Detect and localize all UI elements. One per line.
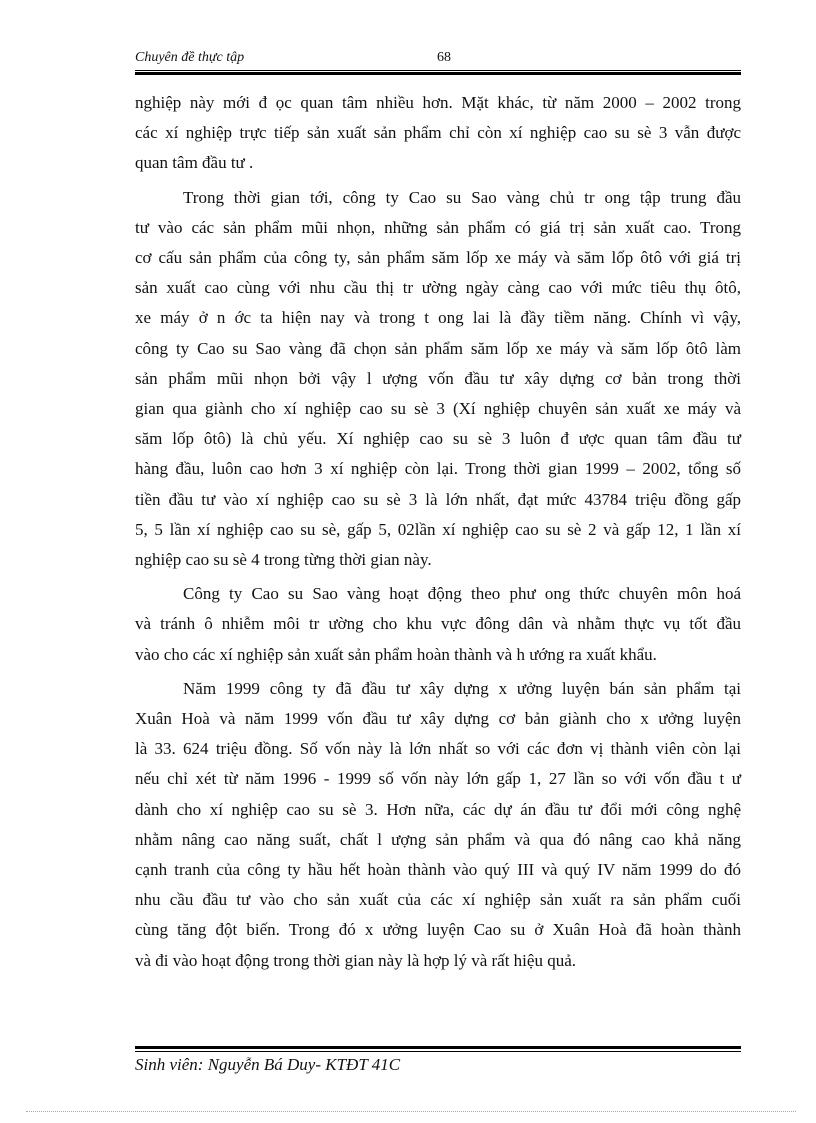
text-line: nghiệp này mới đ ọc quan tâm nhiều hơn. Mặt khác, từ năm 2000 – 2002 trong — [135, 93, 741, 112]
text-line: tư vào các sản phẩm mũi nhọn, những sản phẩm có giá trị sản xuất cao. Trong — [135, 217, 741, 237]
text-line: các xí nghiệp trực tiếp sản xuất sản phẩm chỉ còn xí nghiệp cao su sè 3 vẫn được — [135, 123, 741, 143]
footer-rule-thin — [135, 1051, 741, 1052]
text-line: nghiệp cao su sè 4 trong từng thời gian này. — [135, 550, 432, 570]
page-header — [135, 49, 741, 71]
footer-rule-thick — [135, 1046, 741, 1049]
text-line: 5, 5 lần xí nghiệp cao su sè, gấp 5, 02lần xí nghiệp cao su sè 2 và gấp 12, 1 lần xí — [135, 519, 741, 539]
text-line: hàng đầu, luôn cao hơn 3 xí nghiệp còn lại. Trong thời gian 1999 – 2002, tổng số — [135, 459, 741, 479]
text-line: và tránh ô nhiễm môi tr ường cho khu vực đông dân và nhằm thực vụ tốt đầu — [135, 614, 741, 634]
text-line: nhằm nâng cao năng suất, chất l ượng sản phẩm và qua đó nâng cao khả năng — [135, 829, 741, 849]
text-line: xe máy ở n ớc ta hiện nay và trong t ong lai là đầy tiềm năng. Chính vì vậy, — [135, 308, 741, 328]
text-line: Năm 1999 công ty đã đầu tư xây dựng x ưởng luyện bán sản phẩm tại — [183, 678, 741, 698]
footer-author: Sinh viên: Nguyễn Bá Duy- KTĐT 41C — [135, 1055, 401, 1074]
text-line: cơ cấu sản phẩm của công ty, sản phẩm săm lốp xe máy và săm lốp ôtô với giá trị — [135, 248, 741, 268]
text-line: nhu cầu đầu tư vào cho sản xuất của các xí nghiệp sản xuất ra sản phẩm cuối — [135, 890, 741, 910]
page-number: 68 — [437, 50, 451, 65]
text-line: gian qua giành cho xí nghiệp cao su sè 3 (Xí nghiệp chuyên sản xuất xe máy và — [135, 399, 741, 419]
text-line: là 33. 624 triệu đồng. Số vốn này là lớn nhất so với các đơn vị thành viên còn lại — [135, 739, 741, 759]
text-line: cùng tăng đột biến. Trong đó x ưởng luyện Cao su ở Xuân Hoà đã hoàn thành — [135, 920, 741, 940]
text-line: vào cho các xí nghiệp sản xuất sản phẩm hoàn thành và h ướng ra xuất khẩu. — [135, 644, 657, 664]
text-line: sản xuất cao cùng với nhu cầu thị tr ường ngày càng cao với mức tiêu thụ ôtô, — [135, 278, 741, 298]
text-line: cạnh tranh của công ty hầu hết hoàn thành vào quý III và quý IV năm 1999 do đó — [135, 860, 741, 880]
body-text — [135, 88, 741, 976]
document-title: Chuyên đề thực tập — [135, 50, 245, 65]
text-line: tiền đầu tư vào xí nghiệp cao su sè 3 là lớn nhất, đạt mức 43784 triệu đồng gấp — [135, 489, 741, 509]
page-bottom-border — [26, 1111, 796, 1112]
text-line: săm lốp ôtô) là chủ yếu. Xí nghiệp cao su sè 3 luôn đ ược quan tâm đầu tư — [135, 429, 741, 449]
text-line: công ty Cao su Sao vàng đã chọn sản phẩm săm lốp xe máy và săm lốp ôtô làm — [135, 338, 741, 358]
text-line: nếu chỉ xét từ năm 1996 - 1999 số vốn này lớn gấp 1, 27 lần so với vốn đầu t ư — [135, 769, 741, 789]
text-line: quan tâm đầu tư . — [135, 153, 254, 173]
text-line: Trong thời gian tới, công ty Cao su Sao vàng chủ tr ong tập trung đầu — [183, 187, 741, 207]
header-rule-thin — [135, 70, 741, 71]
text-line: dành cho xí nghiệp cao su sè 3. Hơn nữa, các dự án đầu tư đổi mới công nghệ — [135, 799, 741, 819]
text-line: Công ty Cao su Sao vàng hoạt động theo phư ong thức chuyên môn hoá — [183, 584, 741, 604]
text-line: sản phẩm mũi nhọn bởi vậy l ượng vốn đầu tư xây dựng cơ bản trong thời — [135, 368, 741, 388]
header-rule-thick — [135, 72, 741, 75]
text-line: và đi vào hoạt động trong thời gian này là hợp lý và rất hiệu quả. — [135, 950, 576, 970]
text-line: Xuân Hoà và năm 1999 vốn đầu tư xây dựng cơ bản giành cho x ưởng luyện — [135, 709, 741, 729]
